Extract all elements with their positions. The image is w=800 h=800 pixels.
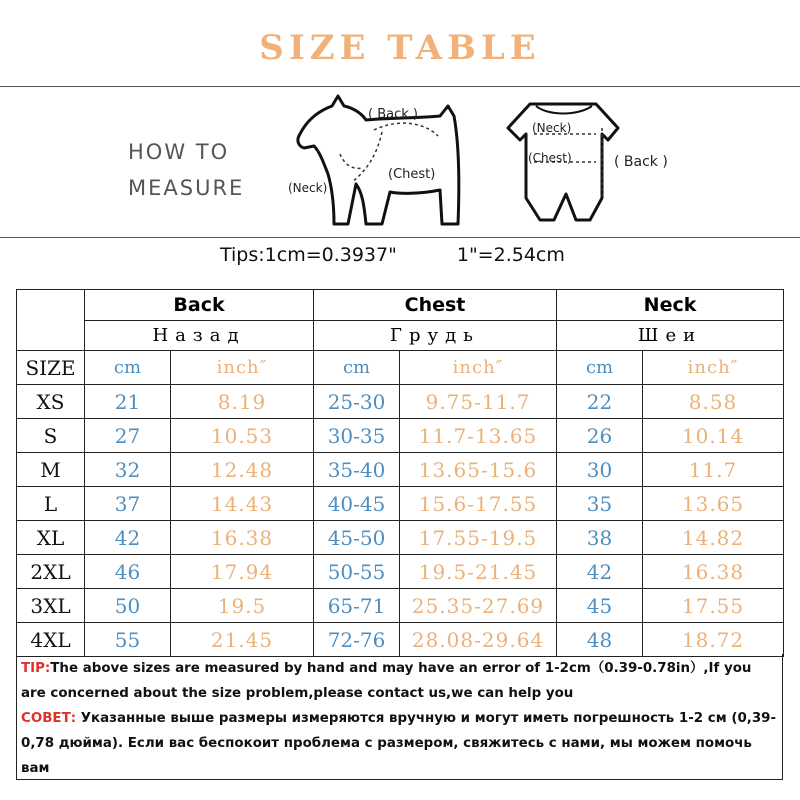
- size-cell: 3XL: [17, 589, 85, 623]
- neck-inch-unit: inch″: [643, 351, 784, 385]
- neck-inch-cell: 10.14: [643, 419, 784, 453]
- english-tip: [21, 656, 778, 706]
- table-row: [17, 453, 784, 487]
- back-cm-cell: 21: [85, 385, 171, 419]
- chest-inch-cell: 28.08-29.64: [400, 623, 557, 657]
- neck-inch-cell: 11.7: [643, 453, 784, 487]
- back-header-ru: Назад: [85, 321, 314, 351]
- size-cell: L: [17, 487, 85, 521]
- ru-tip-text: Указанные выше размеры измеряются вручную и могут иметь погрешность 1-2 см (0,39-0,78 дюйма). Если вас беспокоит проблема с размером, свяжитесь с нами, мы можем помочь вам: [21, 711, 777, 776]
- middle-divider: [0, 237, 800, 238]
- neck-cm-cell: 38: [557, 521, 643, 555]
- neck-cm-cell: 26: [557, 419, 643, 453]
- back-cm-cell: 42: [85, 521, 171, 555]
- neck-inch-cell: 14.82: [643, 521, 784, 555]
- back-cm-cell: 37: [85, 487, 171, 521]
- chest-cm-cell: 65-71: [314, 589, 400, 623]
- neck-inch-cell: 16.38: [643, 555, 784, 589]
- ru-tip-label: СОВЕТ:: [21, 711, 77, 726]
- chest-inch-unit: inch″: [400, 351, 557, 385]
- back-inch-cell: 10.53: [171, 419, 314, 453]
- neck-cm-cell: 22: [557, 385, 643, 419]
- inch-to-cm-tip: 1"=2.54cm: [456, 244, 565, 266]
- shirt-chest-label: (Chest): [528, 151, 572, 165]
- neck-cm-cell: 35: [557, 487, 643, 521]
- back-cm-unit: cm: [85, 351, 171, 385]
- neck-header-ru: Шеи: [557, 321, 784, 351]
- size-cell: S: [17, 419, 85, 453]
- chest-header-ru: Грудь: [314, 321, 557, 351]
- neck-cm-cell: 42: [557, 555, 643, 589]
- table-row: [17, 521, 784, 555]
- chest-cm-cell: 25-30: [314, 385, 400, 419]
- chest-cm-unit: cm: [314, 351, 400, 385]
- cm-to-inch-tip: Tips:1cm=0.3937": [220, 244, 397, 266]
- size-cell: XS: [17, 385, 85, 419]
- chest-cm-cell: 40-45: [314, 487, 400, 521]
- size-column-header: SIZE: [17, 351, 85, 385]
- neck-cm-cell: 48: [557, 623, 643, 657]
- chest-inch-cell: 15.6-17.55: [400, 487, 557, 521]
- back-inch-cell: 19.5: [171, 589, 314, 623]
- table-row: [17, 419, 784, 453]
- neck-cm-cell: 30: [557, 453, 643, 487]
- shirt-back-label: ( Back ): [614, 154, 668, 170]
- top-divider: [0, 86, 800, 87]
- chest-inch-cell: 11.7-13.65: [400, 419, 557, 453]
- dog-chest-label: (Chest): [388, 167, 436, 182]
- size-cell: M: [17, 453, 85, 487]
- back-cm-cell: 50: [85, 589, 171, 623]
- size-cell: 2XL: [17, 555, 85, 589]
- back-cm-cell: 32: [85, 453, 171, 487]
- tip-label: TIP:: [21, 661, 51, 676]
- back-cm-cell: 55: [85, 623, 171, 657]
- back-inch-cell: 21.45: [171, 623, 314, 657]
- shirt-diagram-icon: [496, 98, 696, 230]
- dog-diagram-icon: [282, 92, 482, 230]
- shirt-neck-label: (Neck): [532, 121, 572, 135]
- russian-tip: [21, 706, 778, 781]
- back-cm-cell: 27: [85, 419, 171, 453]
- table-row: [17, 623, 784, 657]
- neck-inch-cell: 8.58: [643, 385, 784, 419]
- page-title: SIZE TABLE: [259, 28, 541, 68]
- table-row: [17, 555, 784, 589]
- chest-header: Chest: [314, 290, 557, 321]
- size-cell: 4XL: [17, 623, 85, 657]
- chest-inch-cell: 19.5-21.45: [400, 555, 557, 589]
- table-row: [17, 589, 784, 623]
- back-inch-cell: 8.19: [171, 385, 314, 419]
- chest-inch-cell: 13.65-15.6: [400, 453, 557, 487]
- size-corner-cell: [17, 290, 85, 351]
- chest-inch-cell: 9.75-11.7: [400, 385, 557, 419]
- neck-header: Neck: [557, 290, 784, 321]
- back-inch-cell: 14.43: [171, 487, 314, 521]
- neck-cm-cell: 45: [557, 589, 643, 623]
- tip-text: The above sizes are measured by hand and may have an error of 1-2cm（0.39-0.78in）,If you are concerned about the size problem,please contact us,we can help you: [21, 661, 752, 701]
- neck-inch-cell: 17.55: [643, 589, 784, 623]
- chest-cm-cell: 30-35: [314, 419, 400, 453]
- chest-cm-cell: 45-50: [314, 521, 400, 555]
- table-row: [17, 385, 784, 419]
- how-to-label: HOW TO: [128, 140, 230, 164]
- chest-cm-cell: 50-55: [314, 555, 400, 589]
- back-inch-cell: 12.48: [171, 453, 314, 487]
- dog-neck-label: (Neck): [288, 181, 328, 195]
- chest-inch-cell: 25.35-27.69: [400, 589, 557, 623]
- chest-cm-cell: 72-76: [314, 623, 400, 657]
- back-cm-cell: 46: [85, 555, 171, 589]
- back-header: Back: [85, 290, 314, 321]
- neck-cm-unit: cm: [557, 351, 643, 385]
- neck-inch-cell: 13.65: [643, 487, 784, 521]
- size-table: [16, 289, 784, 657]
- conversion-tips: [220, 244, 625, 266]
- chest-inch-cell: 17.55-19.5: [400, 521, 557, 555]
- back-inch-cell: 17.94: [171, 555, 314, 589]
- measure-label: MEASURE: [128, 176, 245, 200]
- back-inch-unit: inch″: [171, 351, 314, 385]
- notes-box: [16, 654, 783, 780]
- table-row: [17, 487, 784, 521]
- neck-inch-cell: 18.72: [643, 623, 784, 657]
- back-inch-cell: 16.38: [171, 521, 314, 555]
- dog-back-label: ( Back ): [368, 107, 418, 122]
- chest-cm-cell: 35-40: [314, 453, 400, 487]
- size-cell: XL: [17, 521, 85, 555]
